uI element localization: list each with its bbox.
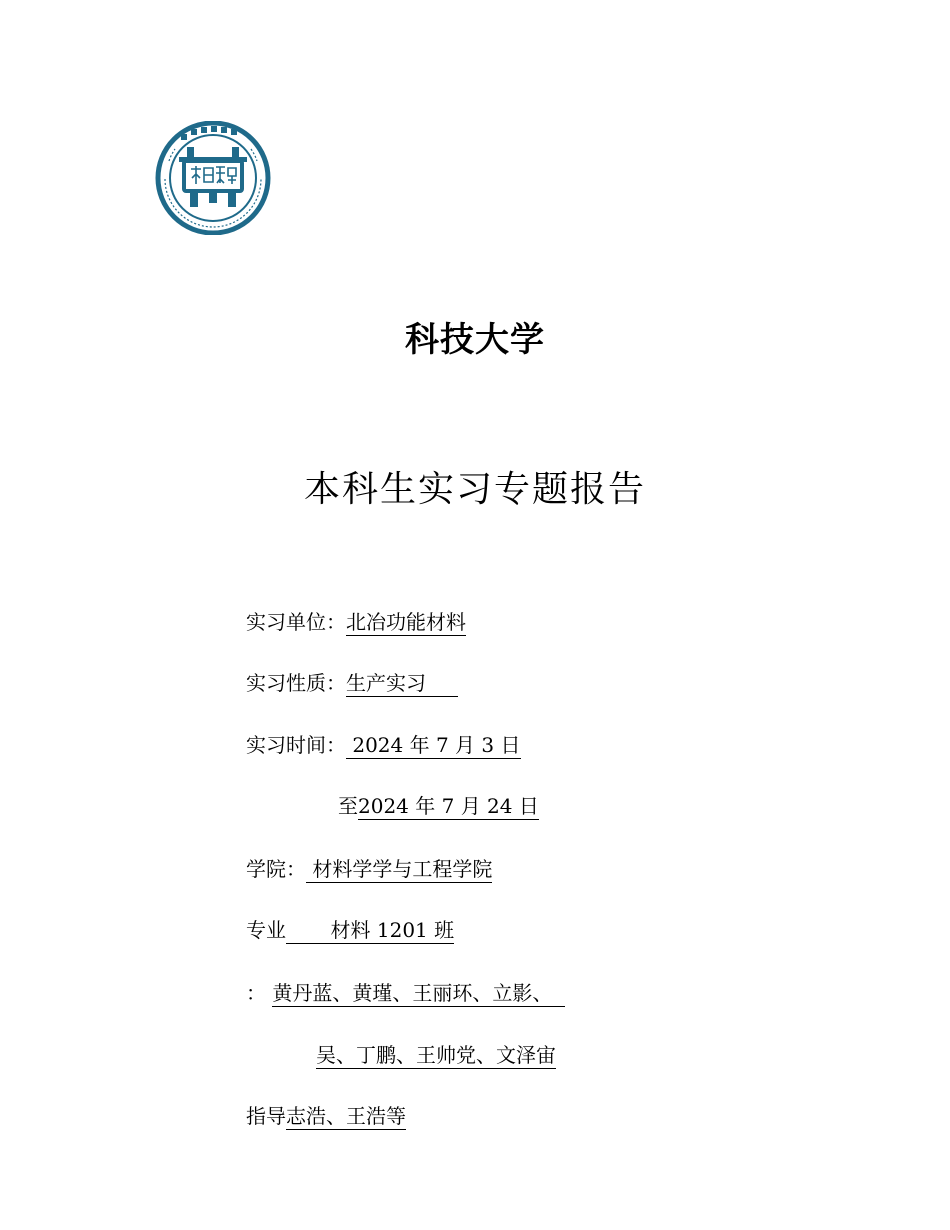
members-row-1: [246, 980, 565, 1006]
university-title: 科技大学: [405, 320, 545, 360]
college-label: 学院：: [246, 857, 306, 881]
internship-nature-value: 生产实习: [346, 671, 458, 697]
university-seal-logo: [151, 121, 275, 235]
major-label: 专业: [246, 918, 286, 942]
major-value: 材料 1201 班: [286, 918, 454, 944]
seal-icon: [151, 121, 275, 235]
advisor-row: [246, 1103, 406, 1129]
internship-nature-row: [246, 670, 458, 696]
internship-time-start-value: 2024 年 7 月 3 日: [346, 733, 521, 757]
members-row-2: [316, 1042, 556, 1068]
members-line-2: 吴、丁鹏、王帅党、文泽宙: [316, 1043, 556, 1067]
internship-unit-value: 北冶功能材料: [346, 610, 466, 634]
internship-unit-row: [246, 609, 466, 635]
report-title: 本科生实习专题报告: [303, 469, 646, 510]
internship-time-end-value: 2024 年 7 月 24 日: [358, 794, 539, 818]
members-line-1: 黄丹蓝、黄瑾、王丽环、立影、: [272, 981, 565, 1007]
advisor-label: 指导: [246, 1104, 286, 1128]
internship-time-to-prefix: 至: [338, 794, 358, 818]
college-row: [246, 856, 492, 882]
internship-nature-label: 实习性质：: [246, 671, 346, 695]
internship-time-row: [246, 732, 521, 758]
internship-time-label: 实习时间：: [246, 733, 346, 757]
college-value: 材料学学与工程学院: [306, 857, 493, 881]
members-prefix: ：: [246, 981, 266, 1005]
internship-unit-label: 实习单位：: [246, 610, 346, 634]
internship-time-end-row: [338, 793, 539, 819]
major-row: [246, 917, 454, 943]
advisor-value: 志浩、王浩等: [286, 1104, 406, 1128]
